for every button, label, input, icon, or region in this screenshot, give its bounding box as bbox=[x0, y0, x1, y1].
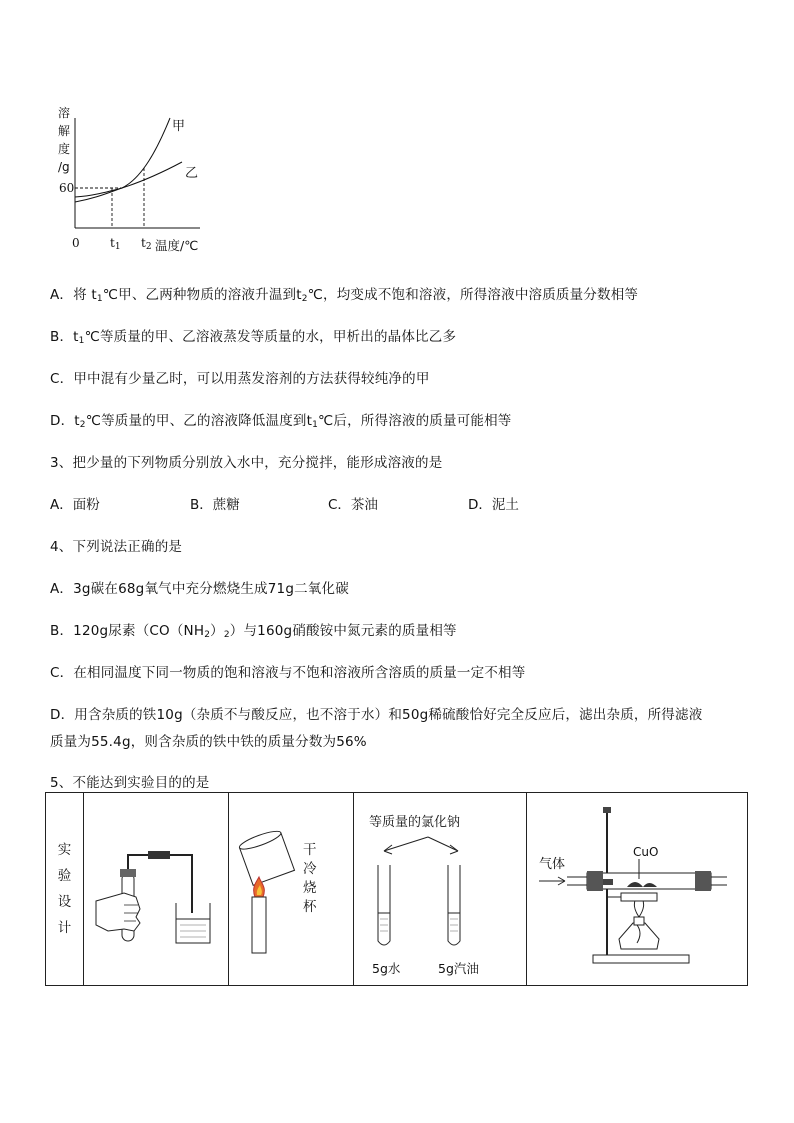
cold-beaker-label-1: 干 bbox=[303, 842, 317, 858]
apparatus-cold-beaker bbox=[229, 793, 354, 986]
y-label-3: 度 bbox=[58, 142, 71, 156]
q5-stem: 5、不能达到实验目的的是 bbox=[50, 775, 210, 791]
origin-label: 0 bbox=[72, 236, 80, 250]
apparatus-airtight-check bbox=[84, 793, 229, 986]
x-tick-t1: $t_1$ bbox=[110, 236, 121, 252]
row-label-2: 验 bbox=[57, 868, 72, 884]
water-label: 5g水 bbox=[372, 961, 401, 976]
row-label-1: 实 bbox=[57, 842, 72, 858]
q4-option-b: B．120g尿素$(CO(NH_2)_2)$与160g硝酸铵中氮元素的质量相等 bbox=[50, 623, 457, 640]
q3-stem: 3、把少量的下列物质分别放入水中，充分搅拌，能形成溶液的是 bbox=[50, 455, 443, 471]
q3-option-d: D．泥土 bbox=[468, 497, 519, 513]
y-label-2: 解 bbox=[58, 124, 71, 138]
q2-option-b: B．$t_1℃$等质量的甲、乙溶液蒸发等质量的水，甲析出的晶体比乙多 bbox=[50, 329, 457, 346]
row-label-4: 计 bbox=[57, 920, 72, 936]
q4-option-c: C．在相同温度下同一物质的饱和溶液与不饱和溶液所含溶质的质量一定不相等 bbox=[50, 665, 526, 681]
gas-label: 气体 bbox=[539, 857, 566, 872]
q4-option-a: A．3g碳在68g氧气中充分燃烧生成71g二氧化碳 bbox=[50, 581, 349, 597]
cold-beaker-label-3: 烧 bbox=[303, 880, 317, 896]
curve-yi bbox=[75, 162, 182, 197]
x-axis-label: 温度/℃ bbox=[155, 238, 199, 253]
q4-stem: 4、下列说法正确的是 bbox=[50, 539, 183, 555]
experiment-table bbox=[45, 792, 748, 986]
q3-option-c: C．茶油 bbox=[328, 497, 378, 513]
gasoline-label: 5g汽油 bbox=[438, 961, 479, 976]
q2-option-a: A．将 $t_1℃$甲、乙两种物质的溶液升温到$t_2℃$，均变成不饱和溶液，所得溶液中溶质质量分数相等 bbox=[50, 287, 639, 304]
curve-jia bbox=[75, 118, 170, 202]
y-label-1: 溶 bbox=[58, 106, 71, 120]
curve-jia-label: 甲 bbox=[172, 119, 186, 134]
x-tick-t2: $t_2$ bbox=[141, 236, 152, 252]
y-label-4: /g bbox=[58, 160, 70, 174]
q4-option-d-line2: 质量为55.4g，则含杂质的铁中铁的质量分数为56% bbox=[50, 734, 367, 750]
row-label-3: 设 bbox=[57, 894, 72, 910]
solubility-graph bbox=[52, 106, 222, 260]
y-tick-60: 60 bbox=[59, 181, 75, 195]
cuo-label: CuO bbox=[633, 845, 659, 859]
q2-option-d: D．$t_2℃$等质量的甲、乙的溶液降低温度到$t_1℃$后，所得溶液的质量可能相等 bbox=[50, 413, 512, 430]
cold-beaker-label-2: 冷 bbox=[303, 861, 317, 877]
q3-option-b: B．蔗糖 bbox=[190, 497, 240, 513]
q4-option-d-line1: D．用含杂质的铁10g（杂质不与酸反应，也不溶于水）和50g稀硫酸恰好完全反应后，滤出杂质，所得滤液 bbox=[50, 707, 703, 723]
nacl-title: 等质量的氯化钠 bbox=[369, 815, 461, 830]
hand-test-tube-beaker bbox=[84, 793, 228, 985]
candle-beaker bbox=[229, 793, 353, 985]
cold-beaker-label-4: 杯 bbox=[303, 899, 317, 915]
apparatus-nacl-dissolve bbox=[354, 793, 527, 986]
q3-option-a: A．面粉 bbox=[50, 497, 100, 513]
tube-furnace bbox=[527, 793, 747, 985]
row-label-cell bbox=[46, 793, 84, 986]
curve-yi-label: 乙 bbox=[185, 166, 199, 181]
q2-option-c: C．甲中混有少量乙时，可以用蒸发溶剂的方法获得较纯净的甲 bbox=[50, 371, 430, 387]
apparatus-cuo-reduction bbox=[527, 793, 748, 986]
